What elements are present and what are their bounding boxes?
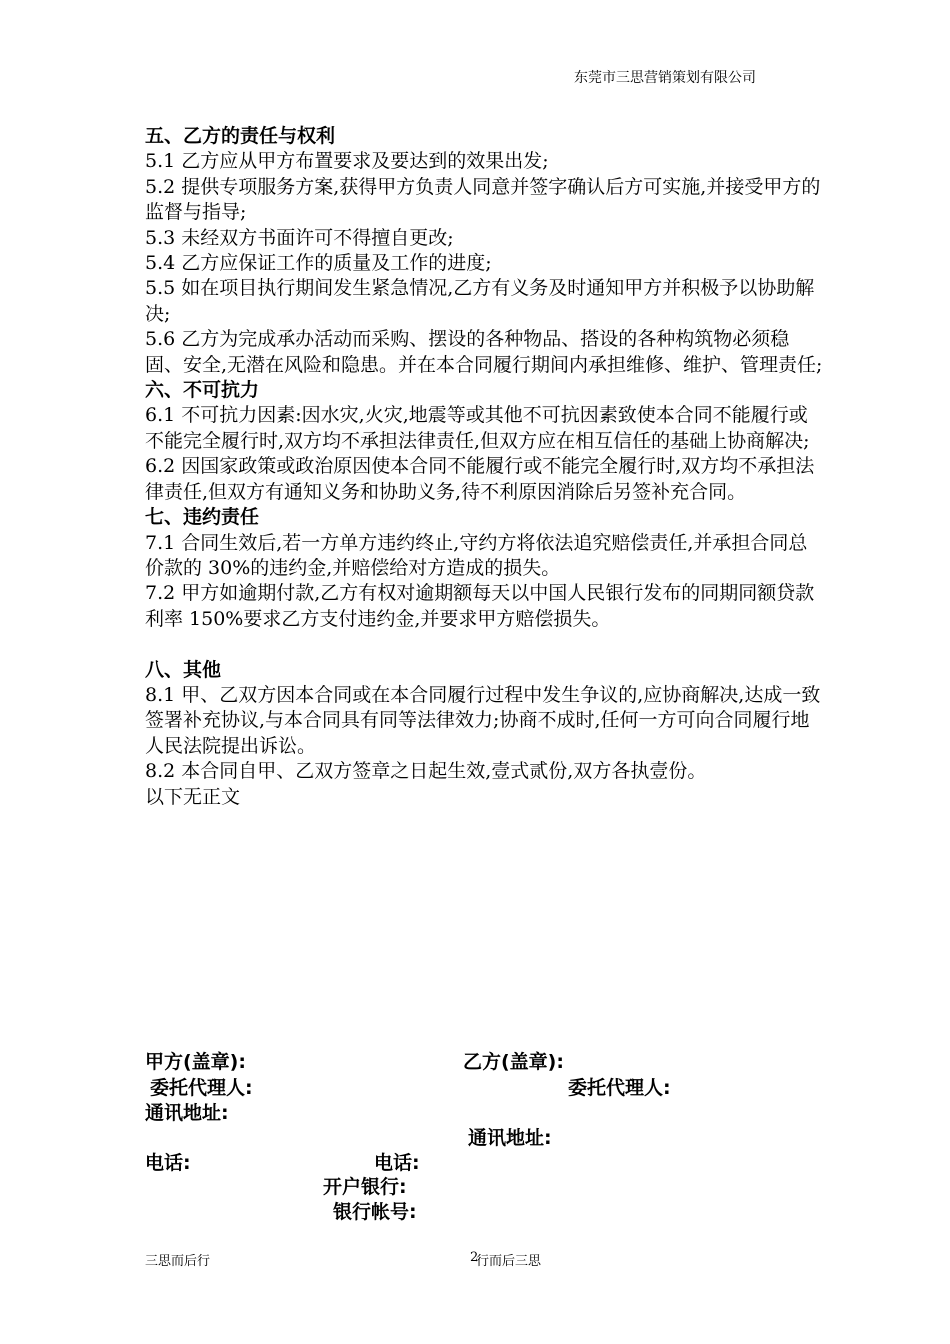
clause: 以下无正文: [145, 785, 241, 808]
section-heading: 五、乙方的责任与权利: [145, 125, 336, 147]
spacer: [145, 632, 825, 657]
party-a-address-label: 通讯地址:: [145, 1102, 229, 1124]
clause: 5.5 如在项目执行期间发生紧急情况,乙方有义务及时通知甲方并积极予以协助解决;: [145, 277, 815, 325]
clause: 6.2 因国家政策或政治原因使本合同不能履行或不能完全履行时,双方均不承担法律责任,但双方有通知义务和协助义务,待不利原因消除后另签补充合同。: [145, 455, 815, 503]
clause: 8.2 本合同自甲、乙双方签章之日起生效,壹式贰份,双方各执壹份。: [145, 760, 707, 783]
party-a-phone-label: 电话:: [145, 1152, 191, 1174]
account-label: 银行帐号:: [333, 1201, 417, 1223]
clause: 8.1 甲、乙双方因本合同或在本合同履行过程中发生争议的,应协商解决,达成一致签署补充协议,与本合同具有同等法律效力;协商不成时,任何一方可向合同履行地人民法院提出诉讼。: [145, 683, 821, 757]
clause: 5.6 乙方为完成承办活动而采购、摆设的各种物品、搭设的各种构筑物必须稳固、安全,无潜在风险和隐患。并在本合同履行期间内承担维修、维护、管理责任;: [145, 328, 823, 376]
contract-body: [145, 124, 825, 810]
clause: 5.3 未经双方书面许可不得擅自更改;: [145, 226, 454, 249]
party-b-agent-label: 委托代理人:: [568, 1077, 671, 1099]
party-b-seal-label: 乙方(盖章):: [463, 1051, 564, 1073]
party-b-address-label: 通讯地址:: [468, 1127, 552, 1149]
clause: 7.1 合同生效后,若一方单方违约终止,守约方将依法追究赔偿责任,并承担合同总价款的 30%的违约金,并赔偿给对方造成的损失。: [145, 531, 808, 579]
party-a-seal-label: 甲方(盖章):: [145, 1051, 246, 1073]
section-heading: 八、其他: [145, 658, 222, 681]
footer-left: 三思而后行: [145, 1254, 211, 1269]
section-heading: 七、违约责任: [145, 506, 260, 529]
clause: 5.1 乙方应从甲方布置要求及要达到的效果出发;: [145, 150, 549, 173]
footer-page-number: 2: [470, 1250, 479, 1265]
section-heading: 六、不可抗力: [145, 379, 260, 402]
party-b-phone-label: 电话:: [374, 1152, 420, 1174]
clause: 7.2 甲方如逾期付款,乙方有权对逾期额每天以中国人民银行发布的同期同额贷款利率 150%要求乙方支付违约金,并要求甲方赔偿损失。: [145, 582, 815, 630]
header-company: 东莞市三思营销策划有限公司: [574, 70, 756, 86]
clause: 5.2 提供专项服务方案,获得甲方负责人同意并签字确认后方可实施,并接受甲方的监督与指导;: [145, 175, 821, 224]
footer-center: 行而后三思: [476, 1254, 542, 1269]
clause: 5.4 乙方应保证工作的质量及工作的进度;: [145, 252, 492, 275]
bank-label: 开户银行:: [323, 1176, 407, 1198]
party-a-agent-label: 委托代理人:: [150, 1077, 253, 1099]
clause: 6.1 不可抗力因素:因水灾,火灾,地震等或其他不可抗因素致使本合同不能履行或不能完全履行时,双方均不承担法律责任,但双方应在相互信任的基础上协商解决;: [145, 404, 810, 452]
